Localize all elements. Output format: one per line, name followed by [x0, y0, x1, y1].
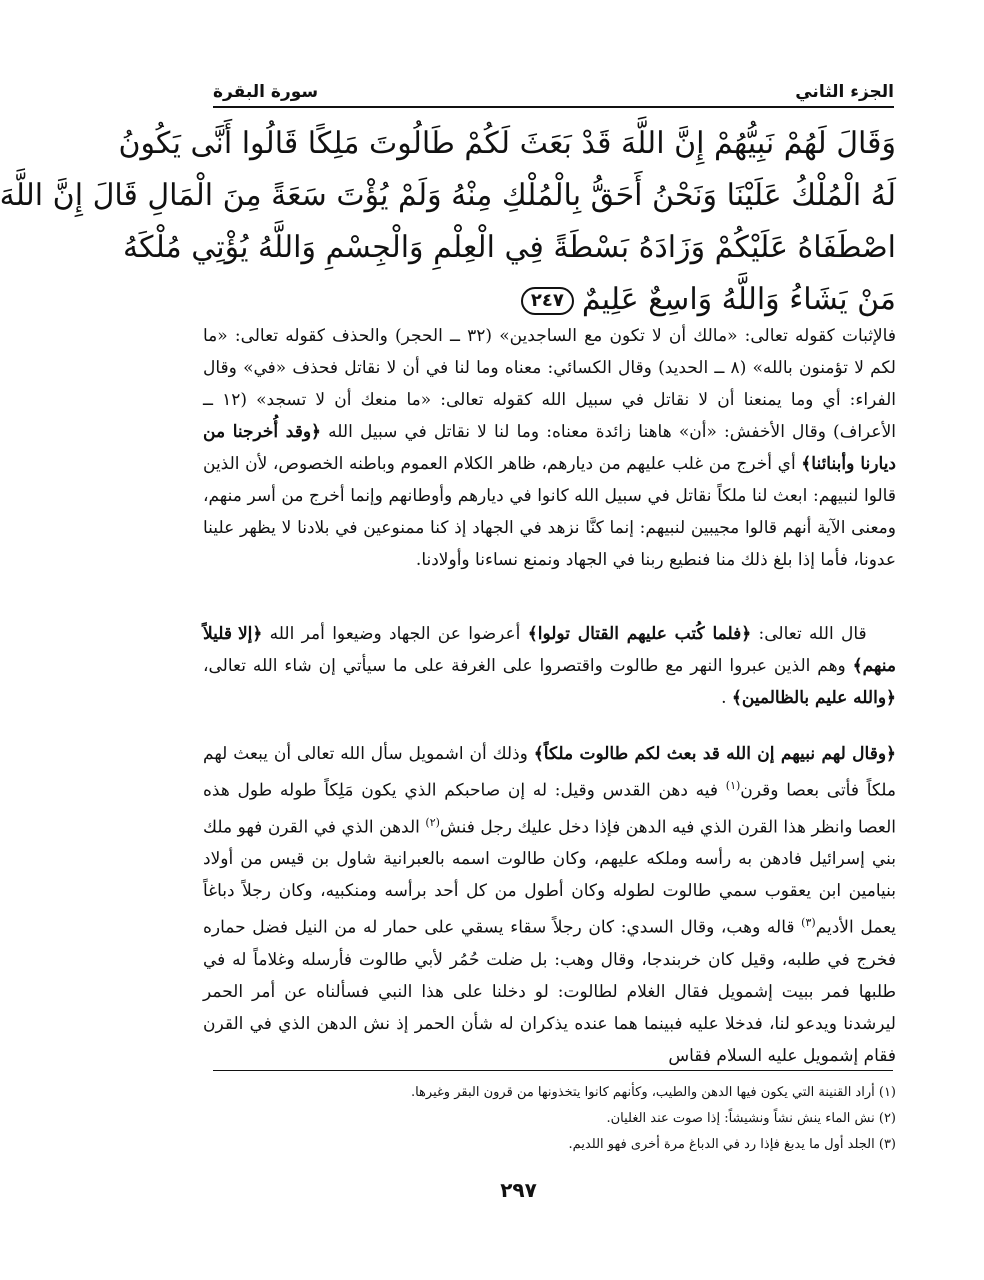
quran-quote: ﴿فلما كُتب عليهم القتال تولوا﴾ [527, 624, 752, 644]
footnotes [203, 1080, 896, 1158]
footnote-ref[interactable]: (١) [725, 779, 741, 792]
footnote-ref[interactable]: (٣) [801, 916, 816, 930]
verse-line: لَهُ الْمُلْكُ عَلَيْنَا وَنَحْنُ أَحَقُّ بِالْمُلْكِ مِنْهُ وَلَمْ يُؤْتَ سَعَةً مِنَ الْمَالِ قَالَ إِنَّ اللَّهَ [0, 178, 896, 213]
verse-line: وَقَالَ لَهُمْ نَبِيُّهُمْ إِنَّ اللَّهَ قَدْ بَعَثَ لَكُمْ طَالُوتَ مَلِكًا قَالُوا أَنَّى يَكُونُ [118, 126, 896, 161]
commentary-paragraph-1 [203, 320, 896, 576]
paragraph1-text: فالإثبات كقوله تعالى: «مالك أن لا تكون مع الساجدين» (٣٢ ــ الحجر) والحذف كقوله تعالى: «ما لكم لا تؤمنون بالله» (٨ ــ الحديد) وقال الكسائي: معناه وما لنا في أن لا نقاتل فحذف «في» وقال الفراء: أي وما يمنعنا أن لا نقاتل في سبيل الله كقوله تعالى: «ما منعك أن لا تسجد» (١٢ ــ الأعراف) وقال الأخفش: «أن» هاهنا زائدة معناه: وما لنا لا نقاتل في سبيل الله [203, 326, 896, 442]
paragraph3-b: فيه دهن القدس وقيل: له إن صاحبكم الذي يكون مَلِكاً طوله طول هذه العصا وانظر هذا القرن الذي فيه الدهن فإذا دخل عليك رجل فنش [203, 780, 897, 838]
footnote-item: (٢) نش الماء ينش نشاً ونشيشاً: إذا صوت عند الغليان. [606, 1111, 896, 1126]
verse-line: اصْطَفَاهُ عَلَيْكُمْ وَزَادَهُ بَسْطَةً فِي الْعِلْمِ وَالْجِسْمِ وَاللَّهُ يُؤْتِي مُلْكَهُ [123, 230, 896, 265]
paragraph3-c: الدهن الذي في القرن فهو ملك بني إسرائيل فادهن به رأسه وملكه عليهم، وكان طالوت اسمه بالعبرانية شاول بن قيس من أولاد بنيامين ابن يعقوب سمي طالوت لطوله وكان أطول من كل أحد برأسه ومنكبيه، وكان رجلاً دباغاً يعمل الأديم [203, 817, 896, 938]
paragraph-text [203, 618, 896, 714]
header-divider [213, 106, 894, 108]
paragraph3-d: قاله وهب، وقال السدي: كان رجلاً سقاء يسقي على حمار له من النيل فضل حماره فخرج في طلبه، وقيل كان خربندجا، وقال وهب: بل ضلت حُمُر لأبي طالوت فأرسله وغلاماً له في طلبها فمر ببيت إشمويل فقال الغلام لطالوت: لو دخلنا على هذا النبي فسألناه عن أمر الحمر ليرشدنا ويدعو لنا، فدخلا عليه فبينما هما عنده يذكران له شأن الحمر إذ نش الدهن الذي في القرن فقام إشمويل عليه السلام فقاس [203, 917, 896, 1066]
footnote-divider [213, 1070, 893, 1071]
paragraph2-mid2: وهم الذين عبروا النهر مع طالوت واقتصروا على الغرفة على ما سيأتي إن شاء الله تعالى، [203, 656, 846, 676]
verse-line-last [203, 274, 896, 326]
paragraph-text [203, 320, 896, 576]
ayah-number-marker: ٢٤٧ [521, 287, 574, 315]
quran-verse [0, 118, 896, 326]
footnote-item: (١) أراد القنينة التي يكون فيها الدهن والطيب، وكأنهم كانوا يتخذونها من قرون البقر وغيرها. [410, 1085, 896, 1100]
paragraph3-a: وذلك أن اشمويل سأل الله تعالى أن يبعث لهم ملكاً فأتى بعصا وقرن [203, 744, 896, 801]
juz-title: الجزء الثاني [795, 82, 894, 102]
verse-line-text: مَنْ يَشَاءُ وَاللَّهُ وَاسِعٌ عَلِيمٌ [581, 282, 896, 317]
paragraph2-mid: أعرضوا عن الجهاد وضيعوا أمر الله [269, 624, 521, 644]
page-number: ٢٩٧ [500, 1178, 537, 1202]
footnote-ref[interactable]: (٢) [425, 815, 440, 829]
quran-quote: ﴿إلا قليلاً منهم﴾ [203, 624, 896, 676]
quran-quote: ﴿وقال لهم نبيهم إن الله قد بعث لكم طالوت ملكاً﴾ [533, 744, 896, 764]
paragraph1-rest: أي أخرج من غلب عليهم من ديارهم، ظاهر الكلام العموم وباطنه الخصوص، لأن الذين قالوا لنبيهم: ابعث لنا ملكاً نقاتل في سبيل الله كانوا في ديارهم وأوطانهم وإنما أخرج من أسر منهم، ومعنى الآية أنهم قالوا مجيبين لنبيهم: إنما كنَّا نزهد في الجهاد إذ كنا ممنوعين في بلادنا لا يظهر علينا عدونا، فأما إذا بلغ ذلك منا فنطيع ربنا في الجهاد ونمنع نساءنا وأولادنا. [203, 454, 896, 570]
surah-title: سورة البقرة [213, 82, 319, 102]
page-header [213, 72, 894, 102]
footnote-item: (٣) الجلد أول ما يدبغ فإذا رد في الدباغ مرة أخرى فهو اللديم. [568, 1137, 896, 1152]
commentary-paragraph-2 [203, 618, 896, 714]
paragraph2-end: . [721, 688, 727, 708]
paragraph2-intro: قال الله تعالى: [758, 624, 867, 644]
commentary-paragraph-3 [203, 738, 896, 1072]
quran-quote: ﴿وقد أُخرجنا من ديارنا وأبنائنا﴾ [203, 422, 897, 474]
quran-quote: ﴿والله عليم بالظالمين﴾ [731, 688, 896, 708]
paragraph-text [203, 738, 896, 1072]
